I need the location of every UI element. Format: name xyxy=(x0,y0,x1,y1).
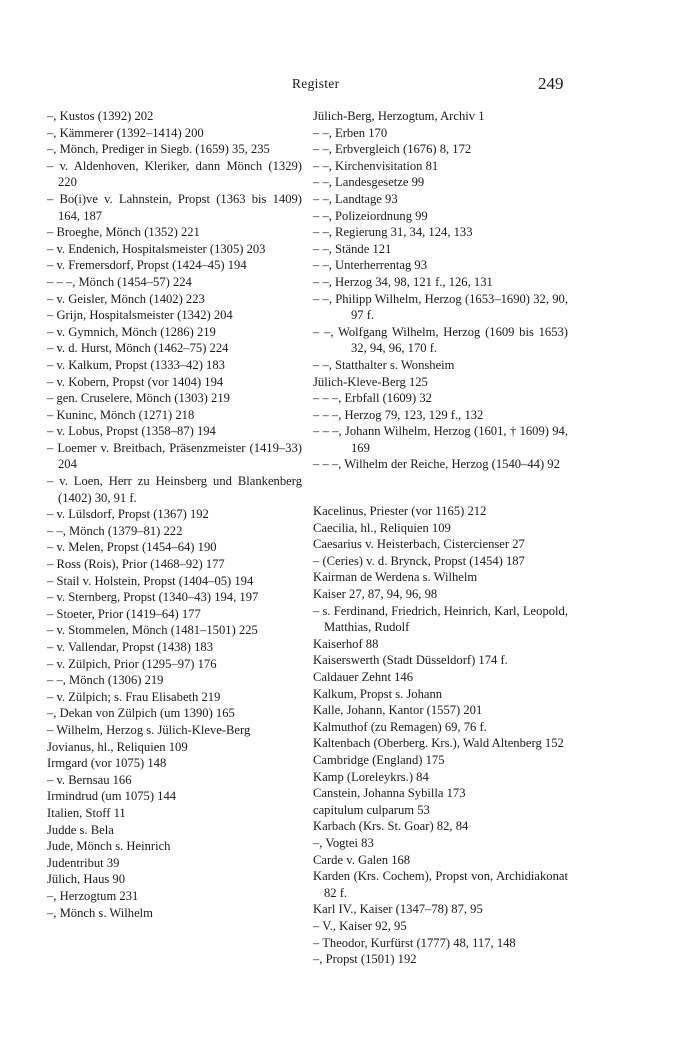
index-entry: – –, Landtage 93 xyxy=(313,191,398,206)
index-entry: – Kuninc, Mönch (1271) 218 xyxy=(47,407,195,422)
index-entry: Caesarius v. Heisterbach, Cistercienser 27 xyxy=(313,537,525,552)
index-entry: Jude, Mönch s. Heinrich xyxy=(47,839,171,854)
index-entry: – V., Kaiser 92, 95 xyxy=(313,918,407,933)
index-entry: Jülich, Haus 90 xyxy=(47,872,126,887)
running-head: Register xyxy=(292,76,340,91)
index-entry: –, Kämmerer (1392–1414) 200 xyxy=(47,125,204,140)
index-entry: Jovianus, hl., Reliquien 109 xyxy=(47,739,188,754)
index-entry: Irmindrud (um 1075) 144 xyxy=(47,789,177,804)
index-entry: – gen. Cruselere, Mönch (1303) 219 xyxy=(47,391,230,406)
index-entry: Kacelinus, Priester (vor 1165) 212 xyxy=(313,504,487,519)
index-entry: Karl IV., Kaiser (1347–78) 87, 95 xyxy=(313,902,483,917)
index-entry: – –, Wolfgang Wilhelm, Herzog (1609 bis 1653) 32, 94, 96, 170 f. xyxy=(313,324,568,356)
index-entry: Kalkum, Propst s. Johann xyxy=(313,686,443,701)
index-entry: Italien, Stoff 11 xyxy=(47,805,126,820)
index-entry: Kalmuthof (zu Remagen) 69, 76 f. xyxy=(313,719,487,734)
index-entry: Caecilia, hl., Reliquien 109 xyxy=(313,520,451,535)
page-header xyxy=(0,76,700,98)
index-entry: – v. Kalkum, Propst (1333–42) 183 xyxy=(47,357,225,372)
index-entry: – v. Stommelen, Mönch (1481–1501) 225 xyxy=(47,623,258,638)
index-entry: –, Vogtei 83 xyxy=(313,835,374,850)
index-entry: Karden (Krs. Cochem), Propst von, Archidiakonat 82 f. xyxy=(313,869,568,900)
index-entry: – v. Endenich, Hospitalsmeister (1305) 203 xyxy=(47,241,266,256)
index-entry: – Loemer v. Breitbach, Präsenzmeister (1419–33) 204 xyxy=(47,440,302,472)
index-entry: – –, Polizeiordnung 99 xyxy=(313,208,428,223)
index-entry: – s. Ferdinand, Friedrich, Heinrich, Karl, Leopold, Matthias, Rudolf xyxy=(313,603,568,635)
right-column xyxy=(313,108,568,968)
index-entry: Kaiserswerth (Stadt Düsseldorf) 174 f. xyxy=(313,653,508,668)
index-entry: Kairman de Werdena s. Wilhelm xyxy=(313,570,478,585)
index-entry: Kalle, Johann, Kantor (1557) 201 xyxy=(313,703,483,718)
index-entry: – v. Sternberg, Propst (1340–43) 194, 197 xyxy=(47,590,259,605)
index-entry: Kamp (Loreleykrs.) 84 xyxy=(313,769,429,784)
index-entry: – –, Herzog 34, 98, 121 f., 126, 131 xyxy=(313,274,493,289)
index-entry: Kaiserhof 88 xyxy=(313,636,379,651)
index-entry: – – –, Mönch (1454–57) 224 xyxy=(47,274,192,289)
index-entry: Caldauer Zehnt 146 xyxy=(313,670,414,684)
letter-section-gap xyxy=(313,473,568,503)
index-entry: – v. Bernsau 166 xyxy=(47,772,132,787)
index-entry: – (Ceries) v. d. Brynck, Propst (1454) 187 xyxy=(313,553,525,568)
index-entry: –, Mönch, Prediger in Siegb. (1659) 35, 235 xyxy=(47,142,270,157)
index-entry: Jülich-Kleve-Berg 125 xyxy=(313,374,428,389)
index-entry: – Stoeter, Prior (1419–64) 177 xyxy=(47,606,201,621)
index-entry: Judentribut 39 xyxy=(47,855,120,870)
index-entry: capitulum culparum 53 xyxy=(313,802,430,817)
index-entry: – –, Stände 121 xyxy=(313,241,392,256)
index-entry: Karbach (Krs. St. Goar) 82, 84 xyxy=(313,819,469,834)
index-entry: – –, Unterherrentag 93 xyxy=(313,258,428,273)
index-entry: – v. Melen, Propst (1454–64) 190 xyxy=(47,540,217,555)
index-entry: – –, Erbvergleich (1676) 8, 172 xyxy=(313,142,472,157)
index-entry: –, Herzogtum 231 xyxy=(47,888,139,903)
index-entry: – –, Kirchenvisitation 81 xyxy=(313,158,439,173)
index-entry: – – –, Johann Wilhelm, Herzog (1601, † 1609) 94, 169 xyxy=(313,424,568,455)
index-entry: – v. Zülpich, Prior (1295–97) 176 xyxy=(47,656,217,671)
index-entry: – –, Mönch (1379–81) 222 xyxy=(47,523,183,538)
index-entry: – –, Philipp Wilhelm, Herzog (1653–1690) 32, 90, 97 f. xyxy=(313,291,568,323)
index-entry: –, Dekan von Zülpich (um 1390) 165 xyxy=(47,706,235,721)
index-entry: – –, Erben 170 xyxy=(313,125,388,140)
index-entry: –, Mönch s. Wilhelm xyxy=(47,905,153,920)
index-entry: Judde s. Bela xyxy=(47,822,114,837)
index-entry: – –, Landesgesetze 99 xyxy=(313,175,425,190)
index-entry: – – –, Wilhelm der Reiche, Herzog (1540–44) 92 xyxy=(313,457,560,472)
index-entry: – v. Lülsdorf, Propst (1367) 192 xyxy=(47,507,209,522)
index-entry: –, Kustos (1392) 202 xyxy=(47,109,154,123)
index-entry: – –, Regierung 31, 34, 124, 133 xyxy=(313,225,473,240)
index-entry: –, Propst (1501) 192 xyxy=(313,952,417,967)
index-entry: – v. d. Hurst, Mönch (1462–75) 224 xyxy=(47,341,229,356)
index-entry: – –, Statthalter s. Wonsheim xyxy=(313,357,455,372)
index-entry: – Bo(i)ve v. Lahnstein, Propst (1363 bis 1409) 164, 187 xyxy=(47,191,302,223)
index-entry: Jülich-Berg, Herzogtum, Archiv 1 xyxy=(313,109,485,123)
index-entry: Kaltenbach (Oberberg. Krs.), Wald Altenberg 152 xyxy=(313,736,564,751)
index-entry: – – –, Herzog 79, 123, 129 f., 132 xyxy=(313,407,484,422)
index-entry: – Ross (Rois), Prior (1468–92) 177 xyxy=(47,557,225,572)
index-entry: – v. Aldenhoven, Kleriker, dann Mönch (1329) 220 xyxy=(47,158,302,190)
index-entry: – – –, Erbfall (1609) 32 xyxy=(313,391,432,406)
index-entry: Kaiser 27, 87, 94, 96, 98 xyxy=(313,587,438,602)
index-entry: Irmgard (vor 1075) 148 xyxy=(47,756,167,771)
index-entry: – Theodor, Kurfürst (1777) 48, 117, 148 xyxy=(313,935,516,950)
index-entry: – –, Mönch (1306) 219 xyxy=(47,673,164,688)
index-entry: – Stail v. Holstein, Propst (1404–05) 194 xyxy=(47,573,254,588)
index-entry: – Wilhelm, Herzog s. Jülich-Kleve-Berg xyxy=(47,722,251,737)
index-entry: – v. Zülpich; s. Frau Elisabeth 219 xyxy=(47,689,221,704)
index-entry: Carde v. Galen 168 xyxy=(313,852,411,867)
index-entry: – v. Geisler, Mönch (1402) 223 xyxy=(47,291,205,306)
index-entry: Canstein, Johanna Sybilla 173 xyxy=(313,786,466,801)
index-entry: – v. Kobern, Propst (vor 1404) 194 xyxy=(47,374,224,389)
index-entry: – v. Fremersdorf, Propst (1424–45) 194 xyxy=(47,258,247,273)
index-entry: – v. Loen, Herr zu Heinsberg und Blankenberg (1402) 30, 91 f. xyxy=(47,474,302,505)
index-entry: Cambridge (England) 175 xyxy=(313,752,445,767)
index-entry: – v. Lobus, Propst (1358–87) 194 xyxy=(47,424,216,439)
index-entry: – Grijn, Hospitalsmeister (1342) 204 xyxy=(47,308,233,323)
index-entry: – v. Gymnich, Mönch (1286) 219 xyxy=(47,324,216,339)
index-entry: – Broeghe, Mönch (1352) 221 xyxy=(47,225,200,240)
index-entry: – v. Vallendar, Propst (1438) 183 xyxy=(47,640,213,654)
left-column xyxy=(47,108,302,921)
page-number: 249 xyxy=(538,74,564,93)
